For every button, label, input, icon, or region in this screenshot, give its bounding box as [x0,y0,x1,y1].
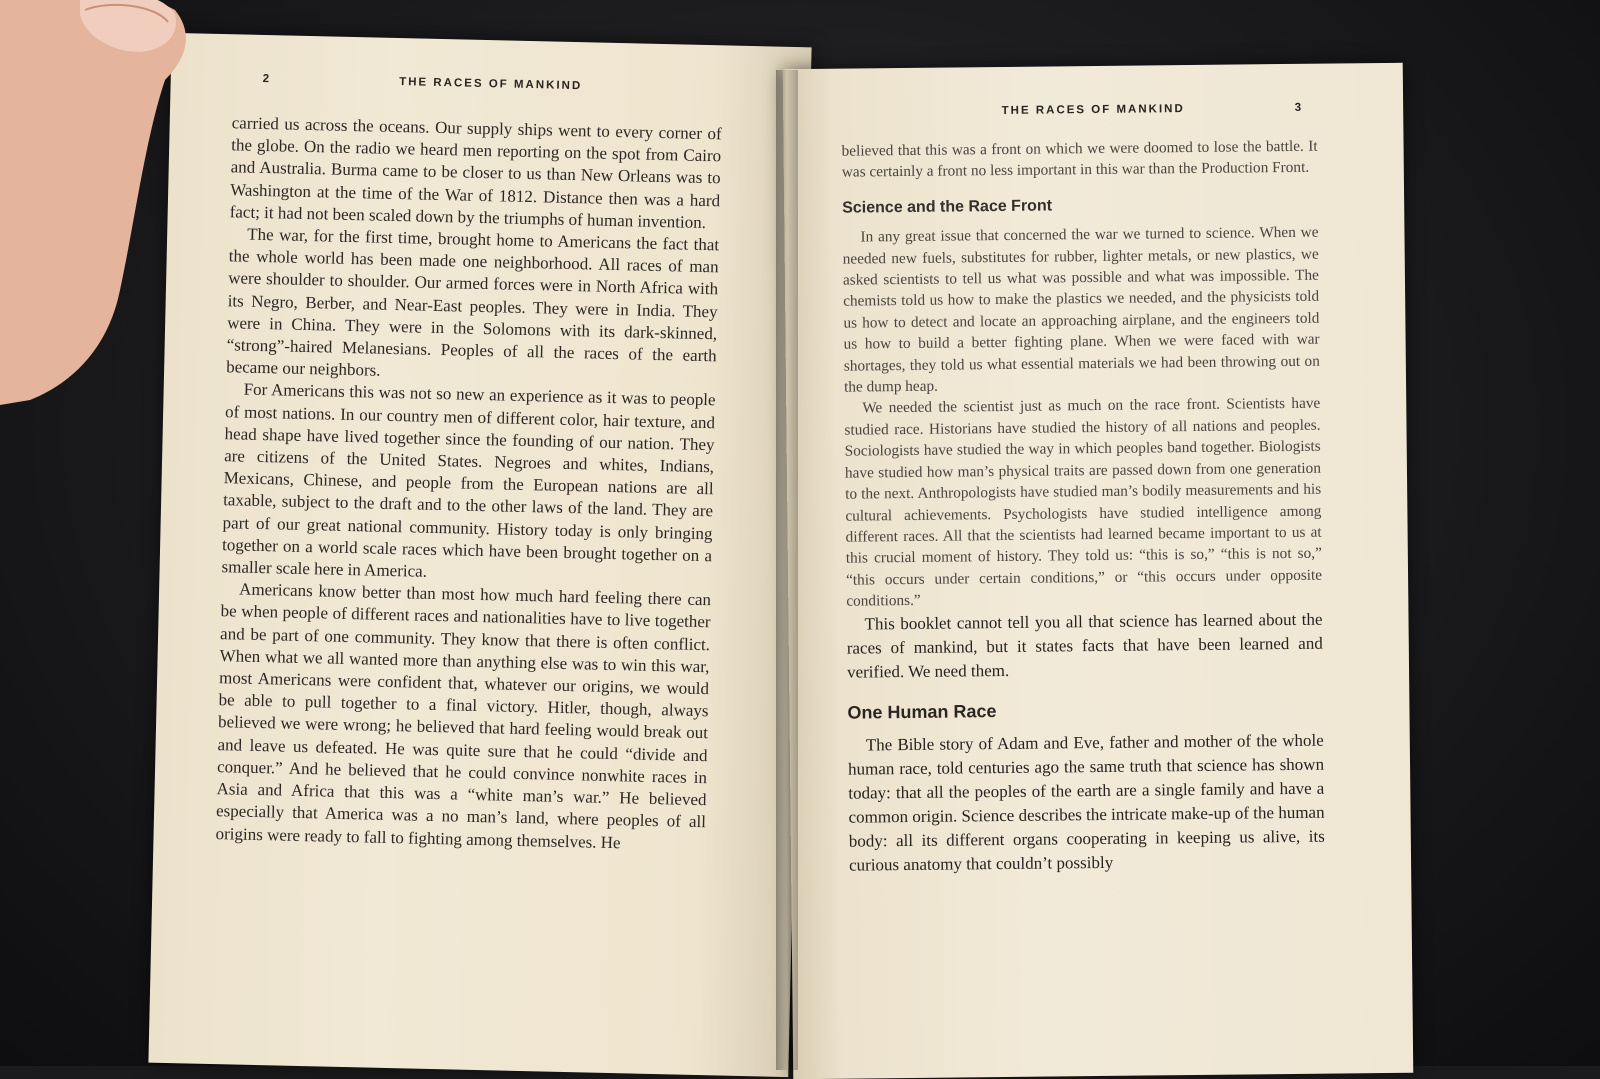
left-page-number: 2 [262,72,272,86]
right-page-number: 3 [1294,101,1304,114]
right-running-title: THE RACES OF MANKIND [1001,103,1185,117]
left-paragraph: The war, for the first time, brought home to Americans the fact that the whole world has been made one neighborhood. All races of man were shoulder to shoulder. Our armed forces were in North Africa with its Negro, Berber, and Near-East peoples. They were in India. They were in China. They were in the Solomons with its dark-skinned, “strong”-haired Melanesians. Peoples of all the races of the earth became our neighbors. [225,224,720,380]
section-heading-one-human-race: One Human Race [847,700,997,723]
right-body-text [841,136,1325,878]
right-paragraph: The Bible story of Adam and Eve, father and mother of the whole human race, told centuries ago the same truth that science has shown today: that all the peoples of the earth are a single family and have a common origin. Science describes the intricate make-up of the human body: all its different organs cooperating in keeping us alive, its curious anatomy that couldn’t possibly [847,730,1325,875]
left-running-head [211,72,771,93]
right-paragraph: This booklet cannot tell you all that science has learned about the races of mankind, but it states facts that have been learned and verified. We need them. [846,609,1323,682]
left-paragraph: For Americans this was not so new an experience as it was to people of most nations. In our country men of different color, hair texture, and head shape have lived together since the founding of our nation. They are citizens of the United States. Negroes and whites, Indians, Mexicans, Chinese, and people from the European nations are all taxable, subject to the draft and to the other laws of the land. They are part of our great national community. History today is only bringing together on a world scale races which have been brought together on a smaller scale here in America. [221,380,716,581]
right-page [783,63,1414,1079]
thumb-holding-book [0,0,200,410]
right-running-head [823,101,1363,117]
right-intro-paragraph: believed that this was a front on which we were doomed to lose the battle. It was certainly a front no less important in this war than the Production Front. [841,137,1318,182]
left-body-text [215,112,721,856]
right-paragraph: We needed the scientist just as much on the race front. Scientists have studied race. Historians have studied the history of all nations and peoples. Sociologists have studied the way in which peoples band together. Biologists have studied how man’s physical traits are passed down from one generation to the next. Anthropologists have studied man’s bodily measurements and his cultural achievements. Psychologists have studied intelligence among different races. All that the scientists had learned became important to us at this crucial moment of history. They told us: “this is so,” “this is not so,” “this occurs under certain conditions,” or “this occurs under opposite conditions.” [844,395,1323,610]
left-page [148,33,811,1077]
left-paragraph: Americans know better than most how much hard feeling there can be when people of different races and nationalities have to live together and be part of one community. They know that there is often conflict. When what we all wanted more than anything else was to win this war, most Americans were confident that, whatever our origins, we would be able to pull together to a final victory. Hitler, though, always believed we were wrong; he believed that hard feeling would break out and leave us defeated. He was quite sure that he could “divide and conquer.” And he believed that he could convince nonwhite races in Asia and Africa that this was a “white man’s war.” He believed especially that America was a no man’s land, where peoples of all origins were ready to fall to fighting among themselves. He [215,579,712,852]
left-running-title: THE RACES OF MANKIND [399,76,583,93]
right-paragraph: In any great issue that concerned the war we turned to science. When we needed new fuels, substitutes for rubber, lighter metals, or new plastics, we asked scientists to tell us what was possible and what was impossible. The chemists told us how to make the plastics we needed, and the physicists told us how to detect and locate an approaching airplane, and the engineers told us how to build a better fighting plane. When we were faced with war shortages, they told us what essential materials we had been throwing out on the dump heap. [842,223,1320,396]
section-heading-science: Science and the Race Front [842,197,1053,217]
book-gutter [776,70,798,1070]
left-paragraph: carried us across the oceans. Our supply ships went to every corner of the globe. On the radio we heard men reporting on the spot from Cairo and Australia. Burma came to be closer to us than New Orleans was to Washington at the time of the War of 1812. Distance then was a hard fact; it had not been scaled down by the triumphs of human invention. [229,113,722,232]
